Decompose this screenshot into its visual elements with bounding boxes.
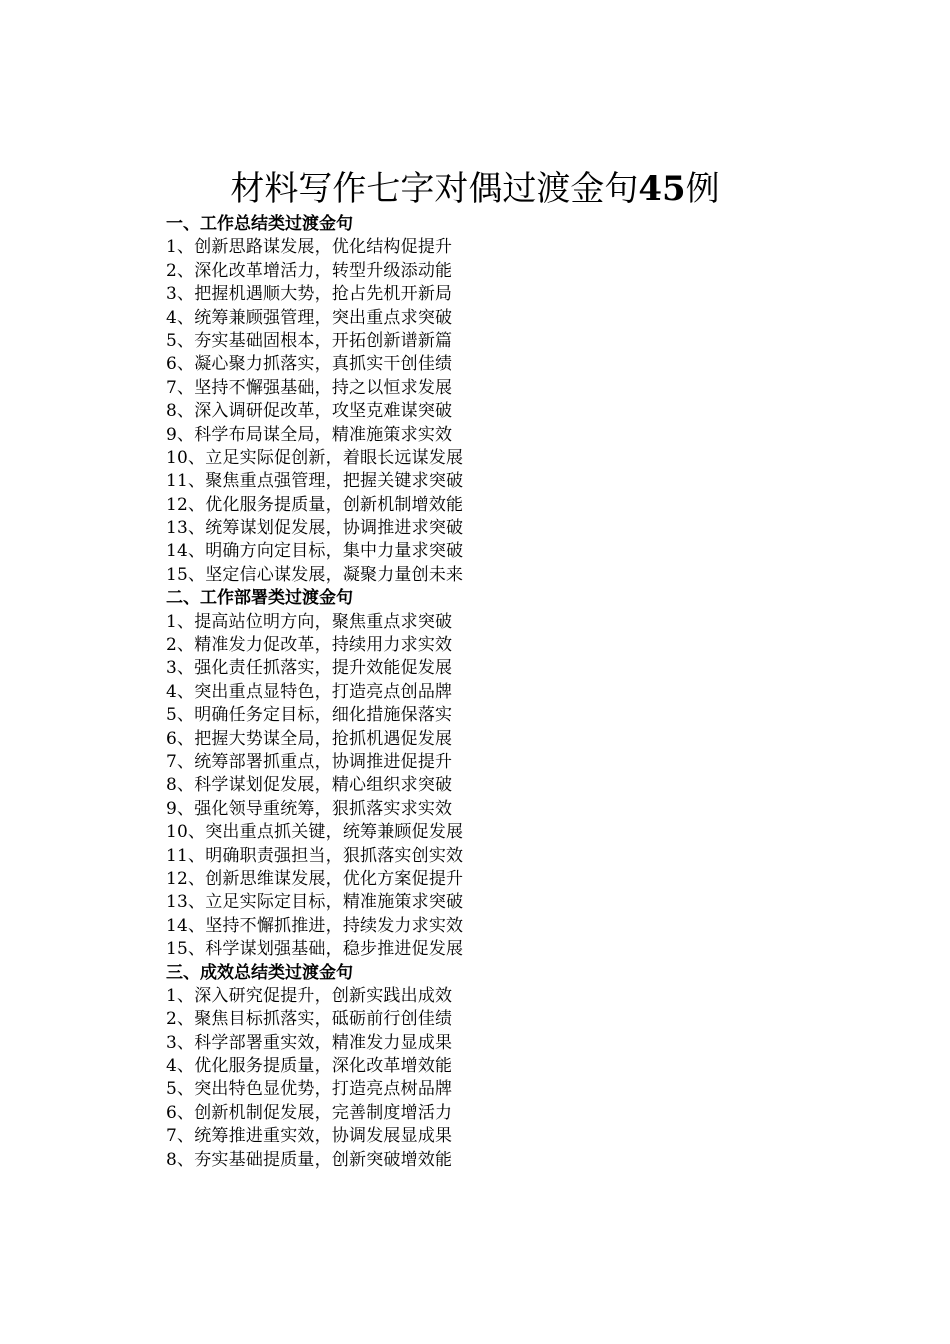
list-item: 8、深入调研促改革，攻坚克难谋突破 — [166, 401, 453, 422]
list-item: 6、创新机制促发展，完善制度增活力 — [166, 1102, 453, 1123]
list-item: 4、优化服务提质量，深化改革增效能 — [166, 1056, 453, 1077]
list-item: 1、创新思路谋发展，优化结构促提升 — [166, 237, 453, 258]
list-item: 1、深入研究促提升，创新实践出成效 — [166, 985, 453, 1006]
list-item: 15、坚定信心谋发展，凝聚力量创未来 — [166, 564, 464, 585]
section-work-summary — [166, 213, 786, 587]
list-item: 6、凝心聚力抓落实，真抓实干创佳绩 — [166, 354, 453, 375]
list-item: 5、突出特色显优势，打造亮点树品牌 — [166, 1079, 453, 1100]
list-item: 8、夯实基础提质量，创新突破增效能 — [166, 1149, 453, 1170]
list-item: 13、统筹谋划促发展，协调推进求突破 — [166, 518, 464, 539]
document-title — [0, 166, 950, 212]
section-results-summary — [166, 962, 786, 1173]
list-item: 12、优化服务提质量，创新机制增效能 — [166, 494, 464, 515]
list-item: 4、统筹兼顾强管理，突出重点求突破 — [166, 307, 453, 328]
list-item: 7、统筹部署抓重点，协调推进促提升 — [166, 751, 453, 772]
list-item: 6、把握大势谋全局，抢抓机遇促发展 — [166, 728, 453, 749]
list-item: 7、统筹推进重实效，协调发展显成果 — [166, 1126, 453, 1147]
list-item: 3、把握机遇顺大势，抢占先机开新局 — [166, 284, 453, 305]
list-item: 5、明确任务定目标，细化措施保落实 — [166, 705, 453, 726]
title-text: 材料写作七字对偶过渡金句 — [230, 169, 639, 209]
list-item: 7、坚持不懈强基础，持之以恒求发展 — [166, 377, 453, 398]
list-item: 11、明确职责强担当，狠抓落实创实效 — [166, 845, 464, 866]
section-work-deployment — [166, 587, 786, 961]
phrase-list — [166, 236, 786, 587]
list-item: 11、聚焦重点强管理，把握关键求突破 — [166, 471, 464, 492]
list-item: 9、强化领导重统筹，狠抓落实求实效 — [166, 798, 453, 819]
list-item: 10、立足实际促创新，着眼长远谋发展 — [166, 447, 464, 468]
list-item: 4、突出重点显特色，打造亮点创品牌 — [166, 681, 453, 702]
list-item: 2、深化改革增活力，转型升级添动能 — [166, 260, 453, 281]
phrase-list — [166, 611, 786, 962]
list-item: 9、科学布局谋全局，精准施策求实效 — [166, 424, 453, 445]
list-item: 13、立足实际定目标，精准施策求突破 — [166, 892, 464, 913]
list-item: 14、明确方向定目标，集中力量求突破 — [166, 541, 464, 562]
section-heading: 三、成效总结类过渡金句 — [166, 962, 353, 983]
list-item: 3、科学部署重实效，精准发力显成果 — [166, 1032, 453, 1053]
list-item: 14、坚持不懈抓推进，持续发力求实效 — [166, 915, 464, 936]
list-item: 5、夯实基础固根本，开拓创新谱新篇 — [166, 330, 453, 351]
list-item: 3、强化责任抓落实，提升效能促发展 — [166, 658, 453, 679]
list-item: 2、精准发力促改革，持续用力求实效 — [166, 635, 453, 656]
list-item: 12、创新思维谋发展，优化方案促提升 — [166, 868, 464, 889]
list-item: 8、科学谋划促发展，精心组织求突破 — [166, 775, 453, 796]
section-heading: 一、工作总结类过渡金句 — [166, 214, 353, 234]
list-item: 2、聚焦目标抓落实，砥砺前行创佳绩 — [166, 1009, 453, 1030]
phrase-list — [166, 985, 786, 1172]
list-item: 15、科学谋划强基础，稳步推进促发展 — [166, 939, 464, 960]
document-body — [166, 213, 786, 1172]
list-item: 10、突出重点抓关键，统筹兼顾促发展 — [166, 822, 464, 843]
section-heading: 二、工作部署类过渡金句 — [166, 588, 353, 609]
title-number: 45 — [638, 169, 686, 209]
list-item: 1、提高站位明方向，聚焦重点求突破 — [166, 611, 453, 632]
title-suffix: 例 — [685, 169, 720, 209]
